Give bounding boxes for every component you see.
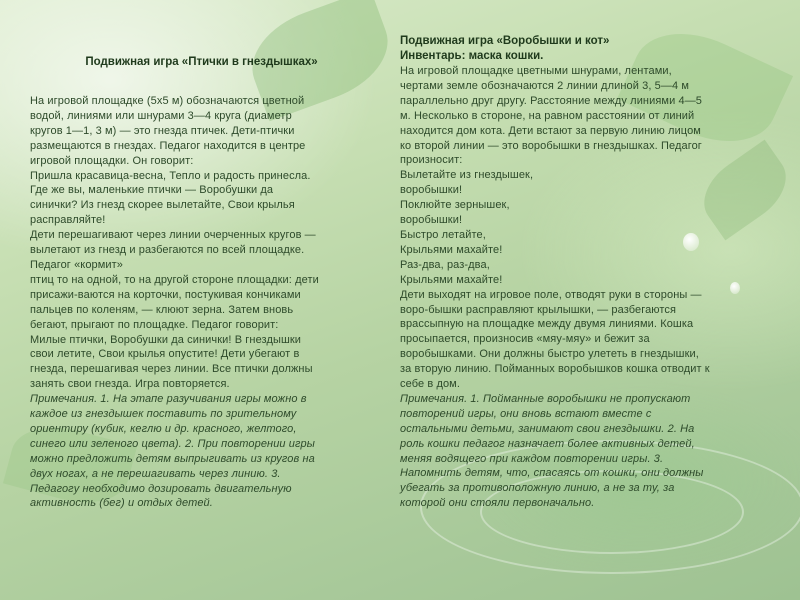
note-line: повторений игры, они вновь встают вместе с [400, 407, 652, 420]
left-column [30, 0, 373, 511]
text-line: игровой площадки. Он говорит: [30, 154, 194, 167]
right-column [400, 0, 765, 511]
text-line: занять свои гнезда. Игра повторяется. [30, 378, 230, 391]
text-line: Поклюйте зернышек, [400, 199, 510, 212]
note-line: ориентиру (кубик, кеглю и др. красного, желтого, [30, 422, 297, 435]
note-line: Педагогу необходимо дозировать двигательную [30, 482, 292, 495]
text-line: ко второй линии — это воробышки в гнездышках. Педагог [400, 139, 702, 152]
text-line: Вылетайте из гнездышек, [400, 169, 534, 182]
text-line: птиц то на одной, то на другой стороне площадки: дети [30, 273, 319, 286]
text-line: гнезда, перешагивая через линии. Все птички должны [30, 363, 313, 376]
text-line: воро-бышки расправляют крылышки, — разбегаются [400, 303, 677, 316]
text-line: Пришла красавица-весна, Тепло и радость принесла. [30, 169, 311, 182]
text-line: синички? Из гнезд скорее вылетайте, Свои крылья [30, 199, 295, 212]
right-body [400, 64, 765, 511]
note-line: остальными детьми, занимают свои гнездышки. 2. На [400, 422, 695, 435]
text-line: размещаются в гнездах. Педагог находится в центре [30, 139, 306, 152]
text-line: кругов 1—1, 3 м) — это гнезда птичек. Дети-птички [30, 124, 295, 137]
text-line: Крыльями махайте! [400, 273, 503, 286]
text-line: Дети выходят на игровое поле, отводят руки в стороны — [400, 288, 702, 301]
note-line: Примечания. 1. Пойманные воробышки не пропускают [400, 392, 691, 405]
text-line: воробышки! [400, 184, 463, 197]
text-line: присажи-ваются на корточки, постукивая кончиками [30, 288, 301, 301]
note-line: меняя водящего при каждом повторении игры. 3. [400, 452, 664, 465]
note-line: Напомнить детям, что, спасаясь от кошки, они должны [400, 467, 704, 480]
note-line: каждое из гнездышек поставить по зрительному [30, 408, 297, 421]
text-line: расправляйте! [30, 214, 106, 227]
text-line: пальцев по коленям, — клюют зерна. Затем вновь [30, 303, 294, 316]
note-line: роль кошки педагог назначает более активных детей, [400, 437, 695, 450]
text-line: за вторую линию. Пойманных воробышков кошка отводит к [400, 363, 710, 376]
text-line: Раз-два, раз-два, [400, 258, 490, 271]
text-line: воробышками. Они должны быстро улететь в гнездышки, [400, 348, 699, 361]
text-line: свои летите, Свои крылья опустите! Дети убегают в [30, 348, 300, 361]
text-line: произносит: [400, 154, 463, 167]
text-line: просыпается, произносив «мяу-мяу» и бежит за [400, 333, 650, 346]
left-title: Подвижная игра «Птички в гнездышках» [85, 56, 318, 68]
note-line: двух ногах, а не перешагивать через линию. 3. [30, 467, 281, 480]
right-title-line: Подвижная игра «Воробышки и кот» [400, 35, 610, 47]
note-line: активность (бег) и отдых детей. [30, 497, 213, 510]
note-line: которой они стояли первоначально. [400, 497, 595, 510]
right-title [400, 34, 765, 64]
text-line: себе в дом. [400, 378, 460, 391]
text-line: водой, линиями или шнурами 3—4 круга (диаметр [30, 109, 292, 122]
note-line: Примечания. 1. На этапе разучивания игры можно в [30, 393, 307, 406]
text-line: врассыпную на площадке между двумя линиями. Кошка [400, 318, 694, 331]
text-line: Быстро летайте, [400, 228, 486, 241]
text-line: На игровой площадке цветными шнурами, лентами, [400, 65, 672, 77]
text-line: Крыльями махайте! [400, 243, 503, 256]
text-line: м. Несколько в стороне, на равном расстоянии от линий [400, 109, 695, 122]
left-body [30, 94, 373, 511]
note-line: можно предложить детям выпрыгивать из кругов на [30, 452, 315, 465]
text-line: воробышки! [400, 214, 463, 227]
text-line: находится дом кота. Дети встают за первую линию лицом [400, 124, 701, 137]
text-line: вылетают из гнезд и разбегаются по всей площадке. [30, 244, 305, 257]
text-line: Где же вы, маленькие птички — Воробушки да [30, 184, 274, 197]
text-line: чертами земле обозначаются 2 линии длиной 3, 5—4 м [400, 79, 690, 92]
text-line: параллельно друг другу. Расстояние между линиями 4—5 [400, 94, 703, 107]
note-line: синего или зеленого цвета). 2. При повторении игры [30, 437, 315, 450]
text-line: Педагог «кормит» [30, 258, 124, 271]
text-line: Дети перешагивают через линии очерченных кругов — [30, 229, 316, 242]
note-line: убегать за противоположную линию, а не за ту, за [400, 482, 675, 495]
text-line: Милые птички, Воробушки да синички! В гнездышки [30, 333, 302, 346]
text-line: На игровой площадке (5х5 м) обозначаются цветной [30, 95, 305, 107]
text-line: бегают, прыгают по площадке. Педагог говорит: [30, 318, 279, 331]
right-title-line: Инвентарь: маска кошки. [400, 50, 544, 62]
